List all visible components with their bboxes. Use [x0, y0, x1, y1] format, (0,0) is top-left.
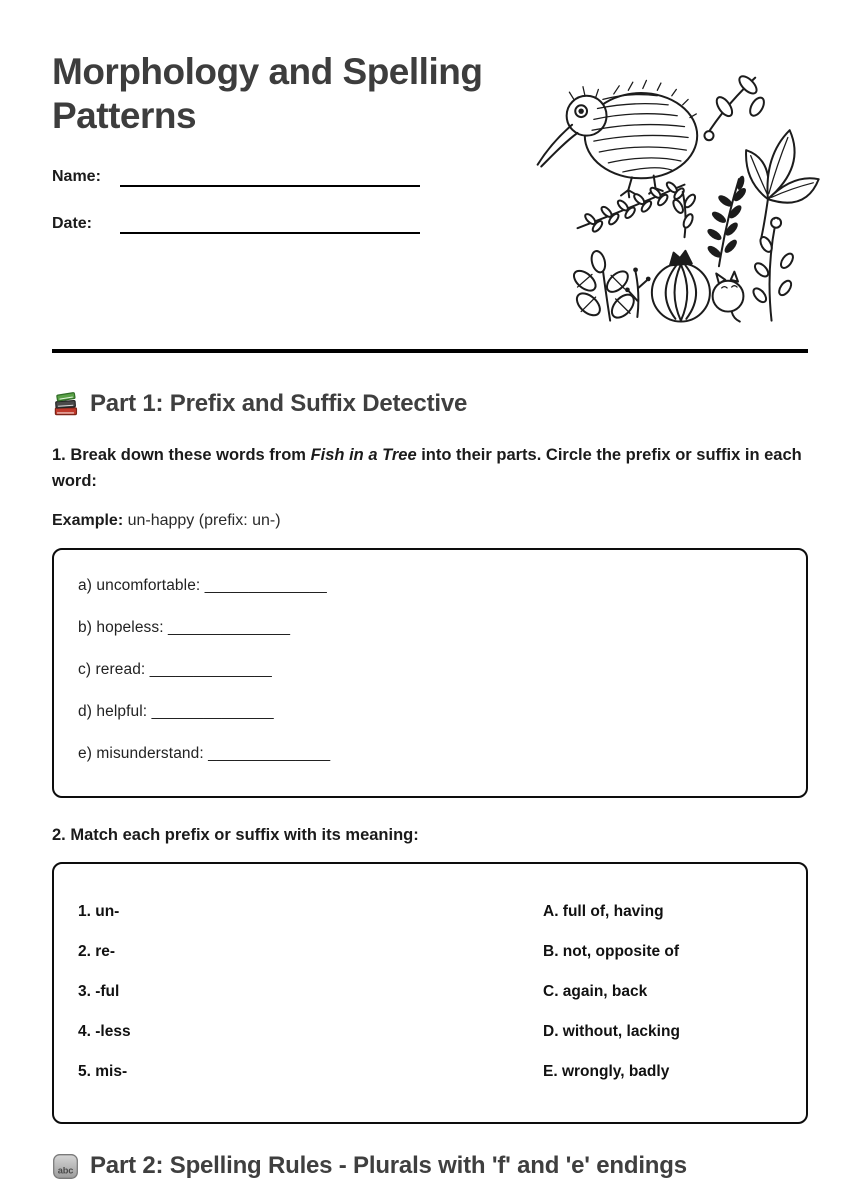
match-left-1: 1. un-: [78, 903, 120, 920]
part1-heading: [52, 390, 808, 418]
match-row-3: [78, 982, 782, 1002]
question1-text-after: into their parts. Circle the prefix or suffix in each word:: [52, 446, 802, 490]
kiwi-plants-illustration: [534, 42, 806, 320]
berry-small: [713, 272, 744, 322]
match-left-5: 5. mis-: [78, 1063, 128, 1080]
blank-item-e: e) misunderstand: ______________: [78, 745, 331, 762]
match-right-3: C. again, back: [543, 983, 648, 1000]
blank-item-a: a) uncomfortable: ______________: [78, 577, 327, 594]
match-row-4: [78, 1022, 782, 1042]
svg-text:abc: abc: [57, 1164, 74, 1175]
match-right-1: A. full of, having: [543, 903, 664, 920]
gooseberry-fruit: [652, 251, 710, 322]
example-line: [52, 510, 808, 532]
header-left: [52, 48, 492, 234]
book-title: Fish in a Tree: [310, 446, 417, 464]
matching-box: [52, 862, 808, 1124]
match-row-5: [78, 1062, 782, 1082]
sprig-top-right: [704, 73, 766, 140]
question1-text: [52, 442, 808, 494]
leaf-branch-bottom-left: [570, 250, 638, 322]
question1-text-before: 1. Break down these words from: [52, 446, 311, 464]
example-text: un-happy (prefix: un-): [123, 512, 281, 529]
kiwi-bird: [538, 80, 698, 197]
page-title: Morphology and Spelling Patterns: [52, 51, 483, 137]
breakdown-answer-box: [52, 548, 808, 798]
books-icon: [52, 391, 79, 418]
name-blank-line: [120, 167, 420, 187]
branch-right: [751, 218, 795, 321]
blank-item-d: d) helpful: ______________: [78, 703, 274, 720]
leaf-cluster-right: [746, 130, 819, 241]
abc-keycap-icon: [52, 1153, 79, 1180]
match-right-4: D. without, lacking: [543, 1023, 680, 1040]
example-label: Example:: [52, 512, 124, 529]
name-label: Name:: [52, 167, 101, 185]
date-label: Date:: [52, 214, 93, 232]
header: [52, 48, 808, 320]
blank-item-b: b) hopeless: ______________: [78, 619, 291, 636]
blank-item-c: c) reread: ______________: [78, 661, 272, 678]
match-left-3: 3. -ful: [78, 983, 120, 1000]
match-right-2: B. not, opposite of: [543, 943, 680, 960]
name-field-row: [52, 165, 420, 187]
part1-heading-text: Part 1: Prefix and Suffix Detective: [90, 390, 468, 417]
date-blank-line: [120, 214, 420, 234]
section-divider: [52, 349, 808, 353]
match-row-1: [78, 902, 782, 922]
date-field-row: [52, 212, 420, 234]
question2-prompt: 2. Match each prefix or suffix with its meaning:: [52, 826, 419, 844]
match-row-2: [78, 942, 782, 962]
part2-heading: [52, 1152, 808, 1180]
part2-heading-text: Part 2: Spelling Rules - Plurals with 'f' and 'e' endings: [90, 1152, 687, 1179]
fern-dark: [706, 175, 749, 266]
match-left-2: 2. re-: [78, 943, 116, 960]
match-right-5: E. wrongly, badly: [543, 1063, 670, 1080]
match-left-4: 4. -less: [78, 1023, 131, 1040]
fern-left: [578, 181, 686, 233]
